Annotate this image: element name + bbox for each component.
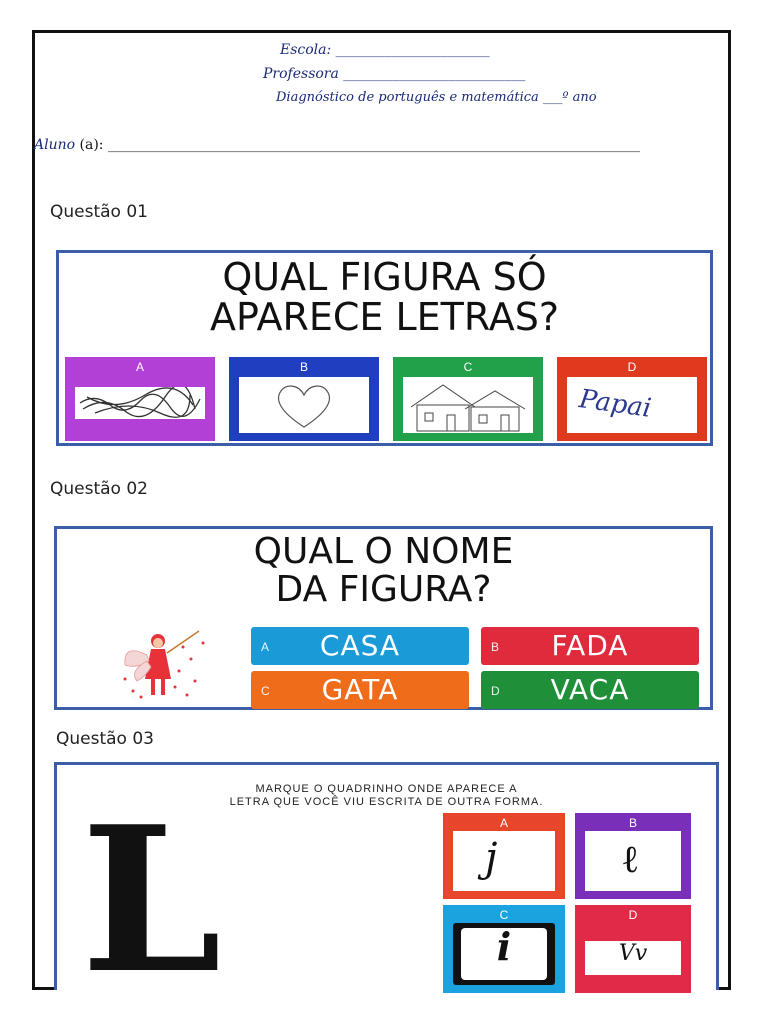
q3-option-c-card-face [461,924,547,980]
question-01-label: Questão 01 [50,202,148,222]
q3-option-b-glyph: ℓ [621,837,640,881]
question-02-title [57,533,710,609]
q2-option-b-word: FADA [551,629,629,662]
q2-option-c-letter: C [261,684,270,698]
q3-option-d-glyph: Vv [618,941,648,966]
question-03-instruction-2: LETRA QUE VOCÊ VIU ESCRITA DE OUTRA FORMA. [229,796,544,808]
q1-option-d[interactable] [557,357,707,441]
question-02-title-line1: QUAL O NOME [253,531,514,572]
q2-option-d-button[interactable] [481,671,699,709]
q2-option-d-letter: D [491,684,500,698]
houses-icon [403,377,533,433]
teacher-line: Professora __________________________ [263,66,526,82]
question-01-title-line1: QUAL FIGURA SÓ [222,255,547,299]
big-letter-l: L [81,783,222,1018]
q1-option-d-letter: D [627,360,637,374]
q1-option-a[interactable] [65,357,215,441]
q1-option-b[interactable] [229,357,379,441]
student-blank: (a): ____________________________________________________________________________ [75,137,640,153]
q2-option-b-button[interactable] [481,627,699,665]
q3-option-c[interactable] [443,905,565,993]
q3-option-b-letter: B [628,816,637,830]
question-01-panel [56,250,713,446]
q1-option-c[interactable] [393,357,543,441]
q3-option-a-glyph: j [485,835,498,881]
q2-option-a-letter: A [261,640,270,654]
diagnostic-line: Diagnóstico de português e matemática ___º ano [276,90,597,105]
q3-option-d-letter: D [628,908,638,922]
question-01-title-line2: APARECE LETRAS? [209,294,560,339]
q1-option-d-word: Papai [577,384,654,424]
q3-option-b-card [585,831,681,891]
q3-option-c-card [453,923,555,985]
q1-option-b-letter: B [299,360,308,374]
school-line: Escola: ______________________ [280,42,490,58]
fairy-icon [63,625,213,705]
student-label: Aluno [34,137,76,153]
q3-option-b[interactable] [575,813,691,899]
q1-option-c-letter: C [463,360,473,374]
q2-option-d-word: VACA [550,673,630,706]
question-02-label: Questão 02 [50,479,148,499]
q1-option-d-card [567,377,697,433]
question-02-panel [54,526,713,710]
student-line [34,137,640,153]
question-01-title [59,255,710,339]
q2-option-c-word: GATA [321,673,399,706]
q1-option-a-letter: A [135,360,144,374]
q2-option-a-button[interactable] [251,627,469,665]
q3-option-a-card [453,831,555,891]
question-02-title-line2: DA FIGURA? [275,568,492,610]
q2-option-c-button[interactable] [251,671,469,709]
q3-option-c-letter: C [499,908,509,922]
heart-icon [239,377,369,433]
question-03-instruction-1: MARQUE O QUADRINHO ONDE APARECE A [255,783,518,795]
q3-option-d[interactable] [575,905,691,993]
question-03-label: Questão 03 [56,729,154,749]
question-03-panel [54,762,719,1018]
q3-option-a-letter: A [499,816,508,830]
q3-option-d-card [585,941,681,975]
q2-option-a-word: CASA [319,629,401,662]
q3-option-c-glyph: i [496,924,512,969]
q3-option-a[interactable] [443,813,565,899]
scribble-icon [75,387,205,419]
q2-option-b-letter: B [491,640,500,654]
